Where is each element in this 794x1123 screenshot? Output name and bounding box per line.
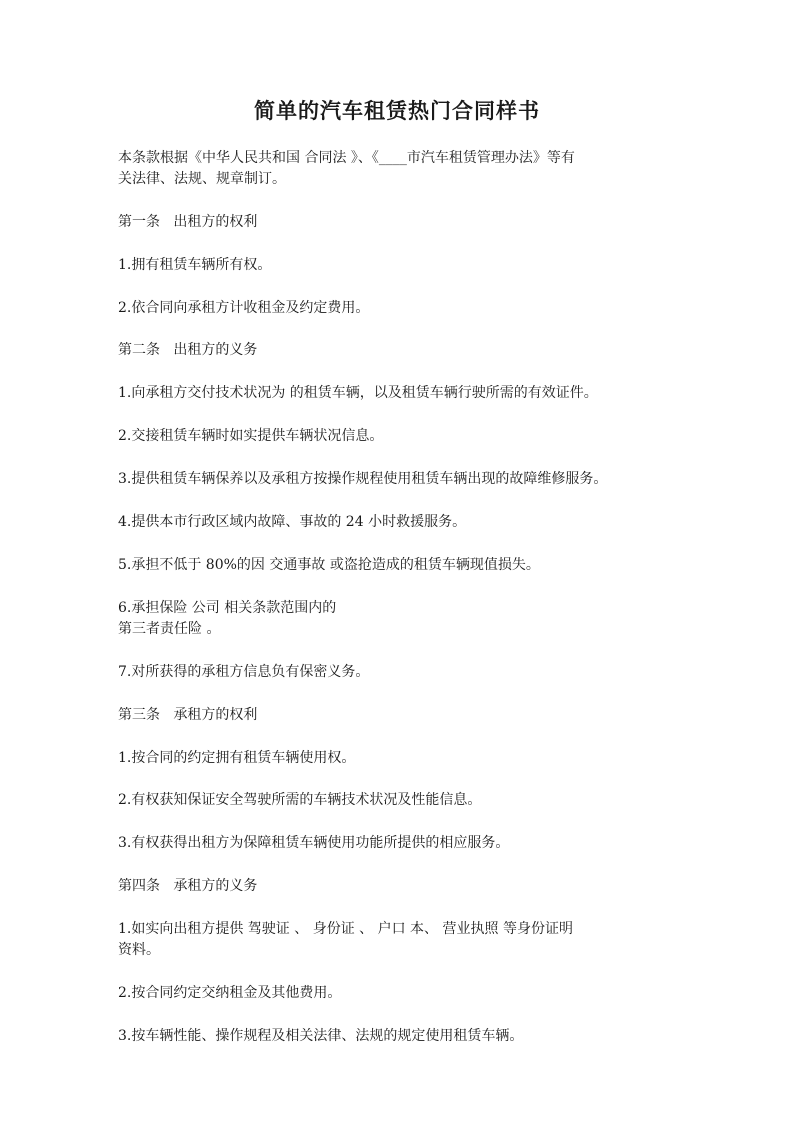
article-2-item-7: 7.对所获得的承租方信息负有保密义务。 bbox=[118, 664, 370, 680]
article-2-item-1: 1.向承租方交付技术状况为 的租赁车辆，以及租赁车辆行驶所需的有效证件。 bbox=[118, 385, 598, 401]
article-2-heading: 第二条 出租方的义务 bbox=[118, 342, 258, 358]
article-2-item-5: 5.承担不低于 80%的因 交通事故 或盗抢造成的租赁车辆现值损失。 bbox=[118, 557, 540, 573]
article-1-item-1: 1.拥有租赁车辆所有权。 bbox=[118, 257, 272, 273]
article-2-item-6-line-1: 6.承担保险 公司 相关条款范围内的 bbox=[118, 600, 337, 616]
article-3-item-2: 2.有权获知保证安全驾驶所需的车辆技术状况及性能信息。 bbox=[118, 792, 482, 808]
article-2-item-4: 4.提供本市行政区域内故障、事故的 24 小时救援服务。 bbox=[118, 514, 467, 530]
article-4-item-3: 3.按车辆性能、操作规程及相关法律、法规的规定使用租赁车辆。 bbox=[118, 1028, 524, 1044]
document-title: 简单的汽车租赁热门合同样书 bbox=[254, 98, 540, 123]
article-4-heading: 第四条 承租方的义务 bbox=[118, 878, 258, 894]
article-4-item-1-line-2: 资料。 bbox=[118, 942, 160, 958]
article-2-item-2: 2.交接租赁车辆时如实提供车辆状况信息。 bbox=[118, 428, 384, 444]
intro-line-2: 关法律、法规、规章制订。 bbox=[118, 171, 286, 187]
article-1-item-2: 2.依合同向承租方计收租金及约定费用。 bbox=[118, 300, 370, 316]
intro-line-1: 本条款根据《中华人民共和国 合同法 》、《____市汽车租赁管理办法》等有 bbox=[118, 150, 575, 166]
article-4-item-2: 2.按合同约定交纳租金及其他费用。 bbox=[118, 985, 342, 1001]
article-2-item-6-line-2: 第三者责任险 。 bbox=[118, 621, 221, 637]
article-4-item-1-line-1: 1.如实向出租方提供 驾驶证 、 身份证 、 户口 本、 营业执照 等身份证明 bbox=[118, 921, 573, 937]
article-3-item-3: 3.有权获得出租方为保障租赁车辆使用功能所提供的相应服务。 bbox=[118, 835, 510, 851]
article-1-heading: 第一条 出租方的权利 bbox=[118, 214, 258, 230]
article-3-item-1: 1.按合同的约定拥有租赁车辆使用权。 bbox=[118, 750, 356, 766]
article-3-heading: 第三条 承租方的权利 bbox=[118, 707, 258, 723]
article-2-item-3: 3.提供租赁车辆保养以及承租方按操作规程使用租赁车辆出现的故障维修服务。 bbox=[118, 471, 608, 487]
